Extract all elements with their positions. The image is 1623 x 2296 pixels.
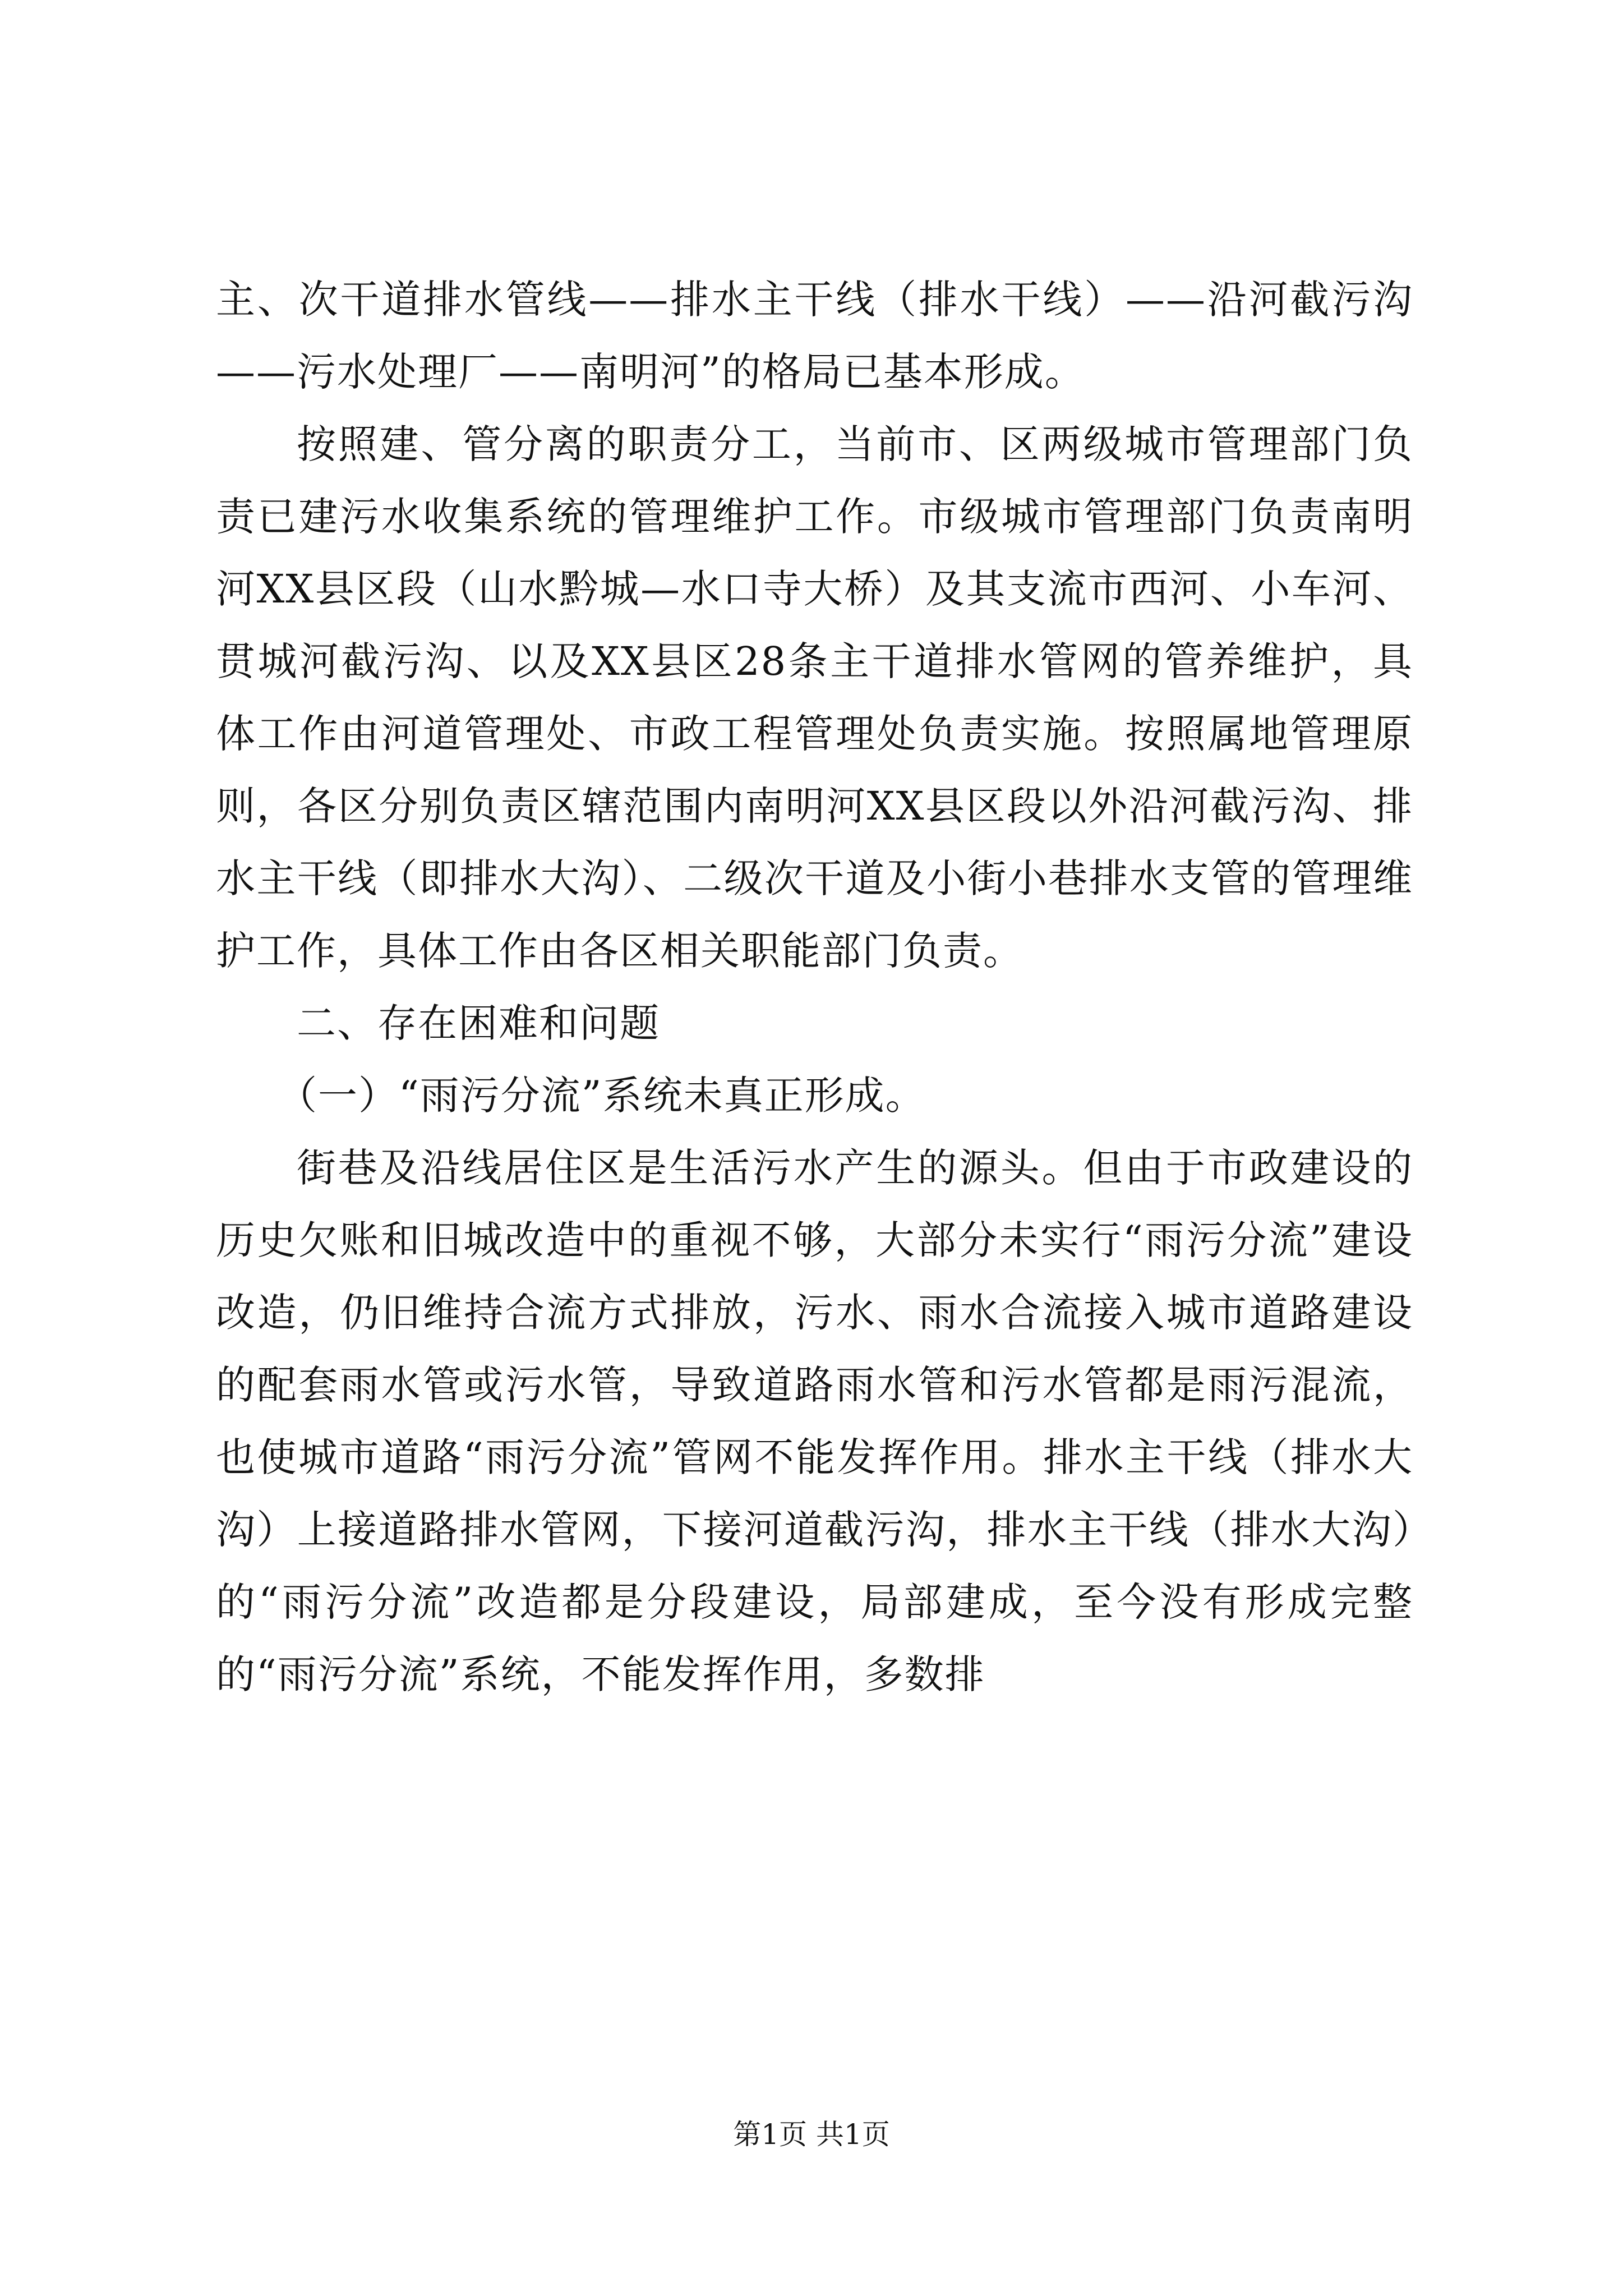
paragraph-problem: 街巷及沿线居住区是生活污水产生的源头。但由于市政建设的历史欠账和旧城改造中的重视不够，大部分未实行“雨污分流”建设改造，仍旧维持合流方式排放，污水、雨水合流接入城市道路建设的配套雨水管或污水管，导致道路雨水管和污水管都是雨污混流，也使城市道路“雨污分流”管网不能发挥作用。排水主干线（排水大沟）上接道路排水管网，下接河道截污沟，排水主干线（排水大沟）的“雨污分流”改造都是分段建设，局部建成，至今没有形成完整的“雨污分流”系统，不能发挥作用，多数排 — [216, 1145, 1413, 1697]
section-heading: 二、存在困难和问题 — [297, 1000, 660, 1046]
paragraph-responsibility: 按照建、管分离的职责分工，当前市、区两级城市管理部门负责已建污水收集系统的管理维护工作。市级城市管理部门负责南明河XX县区段（山水黔城—水口寺大桥）及其支流市西河、小车河、贯城河截污沟、以及XX县区28条主干道排水管网的管养维护，具体工作由河道管理处、市政工程管理处负责实施。按照属地管理原则，各区分别负责区辖范围内南明河XX县区段以外沿河截污沟、排水主干线（即排水大沟）、二级次干道及小街小巷排水支管的管理维护工作，具体工作由各区相关职能部门负责。 — [216, 421, 1413, 974]
paragraph-continuation: 主、次干道排水管线——排水主干线（排水干线）——沿河截污沟——污水处理厂——南明河”的格局已基本形成。 — [216, 277, 1413, 395]
document-body — [216, 264, 1413, 1711]
subsection-heading: （一）“雨污分流”系统未真正形成。 — [278, 1073, 926, 1119]
page-footer: 第1页 共1页 — [733, 2118, 890, 2151]
